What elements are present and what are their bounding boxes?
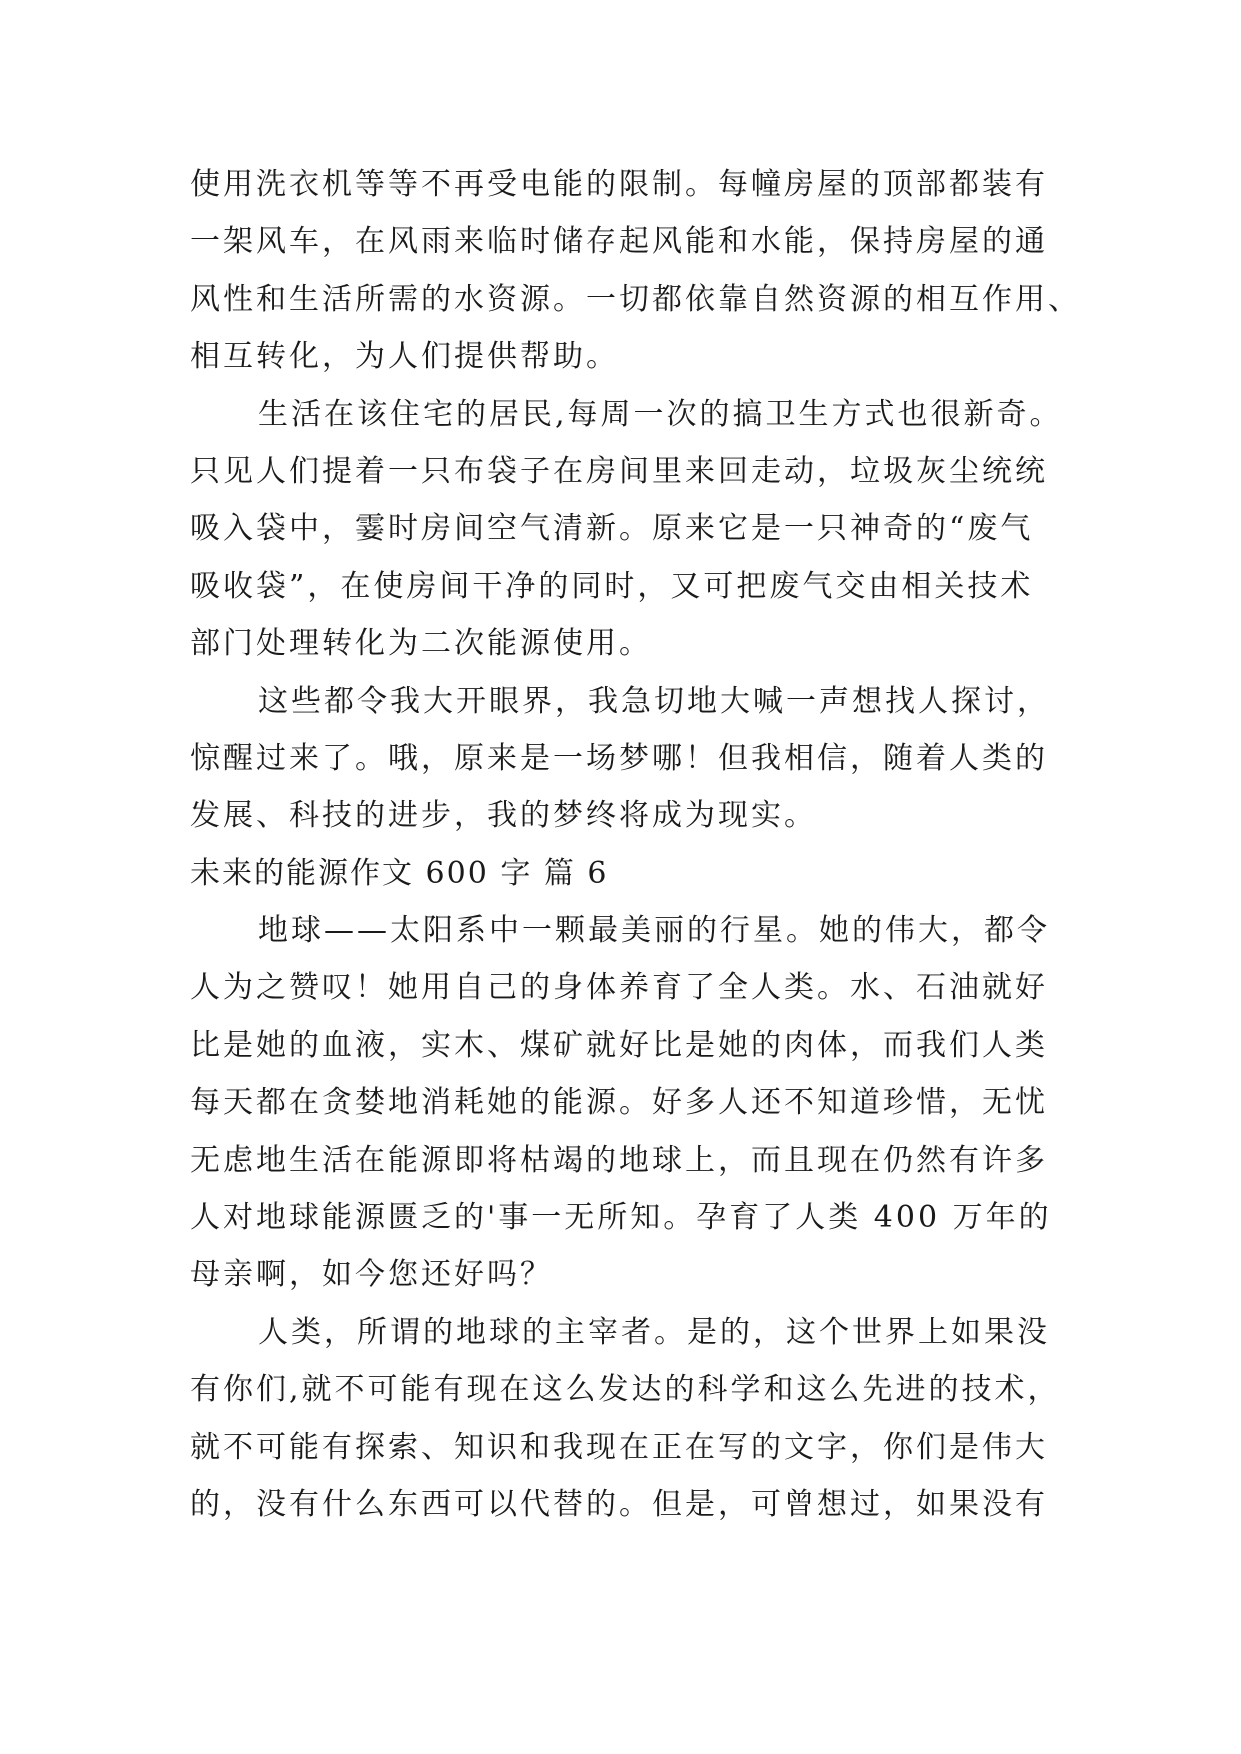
text-line: 吸收袋”，在使房间干净的同时，又可把废气交由相关技术 — [190, 568, 1034, 604]
text-line: 相互转化，为人们提供帮助。 — [190, 339, 619, 375]
text-line: 无虑地生活在能源即将枯竭的地球上，而且现在仍然有许多 — [190, 1142, 1048, 1178]
text-line: 母亲啊，如今您还好吗？ — [190, 1257, 553, 1293]
text-line: 发展、科技的进步，我的梦终将成为现实。 — [190, 798, 817, 834]
section-heading: 未来的能源作文 600 字 篇 6 — [190, 855, 609, 891]
text-line: 地球——太阳系中一颗最美丽的行星。她的伟大，都令 — [258, 913, 1050, 949]
text-line: 这些都令我大开眼界，我急切地大喊一声想找人探讨， — [258, 683, 1050, 719]
text-line: 使用洗衣机等等不再受电能的限制。每幢房屋的顶部都装有 — [190, 167, 1048, 202]
text-line: 比是她的血液，实木、煤矿就好比是她的肉体，而我们人类 — [190, 1027, 1048, 1063]
document-body — [190, 156, 1090, 1533]
text-line: 的，没有什么东西可以代替的。但是，可曾想过，如果没有 — [190, 1486, 1048, 1522]
text-line: 人类，所谓的地球的主宰者。是的，这个世界上如果没 — [258, 1314, 1050, 1350]
text-line: 吸入袋中，霎时房间空气清新。原来它是一只神奇的“废气 — [190, 511, 1034, 547]
text-line: 每天都在贪婪地消耗她的能源。好多人还不知道珍惜，无忧 — [190, 1085, 1048, 1121]
text-line: 惊醒过来了。哦，原来是一场梦哪！但我相信，随着人类的 — [190, 740, 1048, 776]
text-line: 有你们,就不可能有现在这么发达的科学和这么先进的技术， — [190, 1372, 1061, 1408]
text-line: 生活在该住宅的居民,每周一次的搞卫生方式也很新奇。 — [258, 396, 1063, 432]
text-line: 人为之赞叹！她用自己的身体养育了全人类。水、石油就好 — [190, 970, 1048, 1006]
text-line: 人对地球能源匮乏的'事一无所知。孕育了人类 400 万年的 — [190, 1200, 1052, 1236]
text-line: 风性和生活所需的水资源。一切都依靠自然资源的相互作用、 — [190, 281, 1081, 317]
text-line: 部门处理转化为二次能源使用。 — [190, 626, 652, 662]
text-line: 一架风车，在风雨来临时储存起风能和水能，保持房屋的通 — [190, 224, 1048, 260]
text-line: 就不可能有探索、知识和我现在正在写的文字，你们是伟大 — [190, 1429, 1048, 1465]
text-line: 只见人们提着一只布袋子在房间里来回走动，垃圾灰尘统统 — [190, 453, 1048, 489]
